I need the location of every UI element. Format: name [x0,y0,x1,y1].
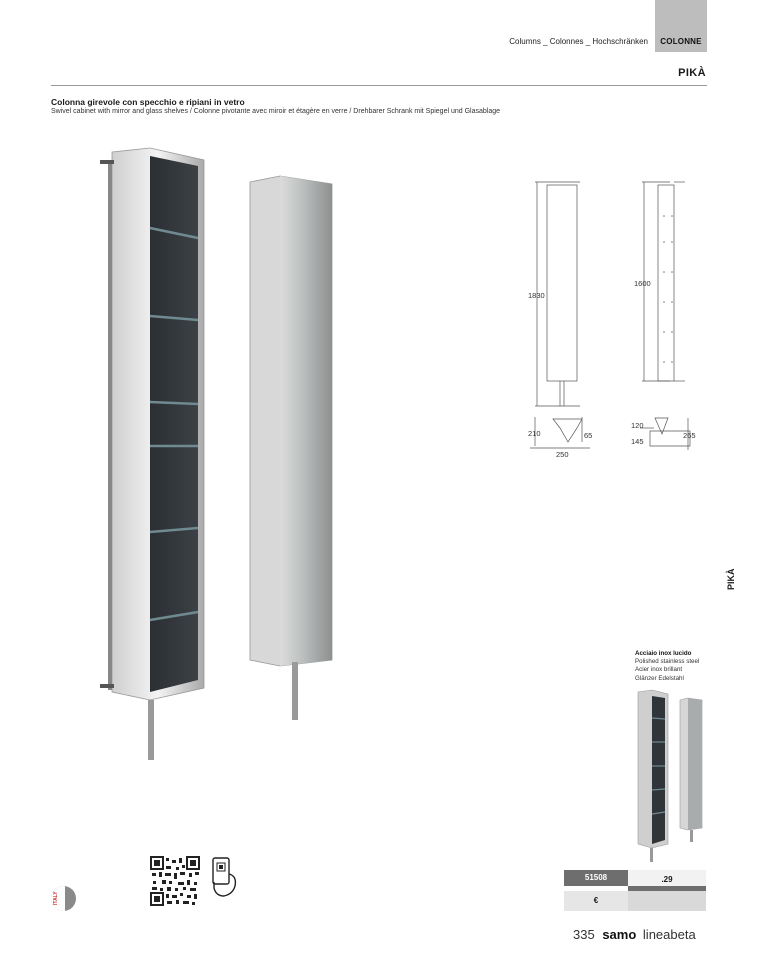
breadcrumb: Columns _ Colonnes _ Hochschränken [509,37,648,46]
finish-fr: Acier inox brillant [635,666,683,674]
technical-drawing [520,176,710,466]
dim-top-b: 145 [631,437,644,446]
italy-badge-label: ITALY [53,891,59,905]
dim-depth-b: 65 [584,431,593,440]
page-footer [573,927,696,942]
section-tab [655,0,707,52]
dim-height-total: 1830 [528,291,545,300]
currency-symbol: € [564,891,628,911]
brand-logo: samo [602,927,637,942]
page-title: PIKÀ [678,67,706,79]
price-spacer [628,891,706,911]
dim-top-a: 120 [631,421,644,430]
product-price: .29 [628,870,706,891]
product-description: Swivel cabinet with mirror and glass shelves / Colonne pivotante avec miroir et étagère en verre / Drehbarer Schrank mit Spiegel und Glasablage [51,108,501,115]
product-name: Colonna girevole con specchio e ripiani in vetro [51,97,245,107]
header-divider [51,85,707,86]
qr-code-icon[interactable] [150,856,200,906]
side-product-label: PIKÀ [726,568,736,590]
product-code: 51508 [564,870,628,886]
brand-line: lineabeta [642,927,696,942]
finish-de: Glänzer Edelstahl [635,674,684,682]
dim-depth-a: 210 [528,429,541,438]
italy-badge [51,886,76,911]
dim-side: 265 [683,431,696,440]
product-thumbnail [632,688,708,864]
finish-en: Polished stainless steel [635,658,700,666]
phone-scan-icon [208,856,240,898]
finish-info [635,650,699,683]
finish-it: Acciaio inox lucido [635,650,692,657]
section-tab-label: COLONNE [660,37,702,46]
dim-height-body: 1600 [634,279,651,288]
product-photo [90,140,350,780]
dim-width: 250 [556,450,569,459]
page-number: 335 [573,927,595,942]
